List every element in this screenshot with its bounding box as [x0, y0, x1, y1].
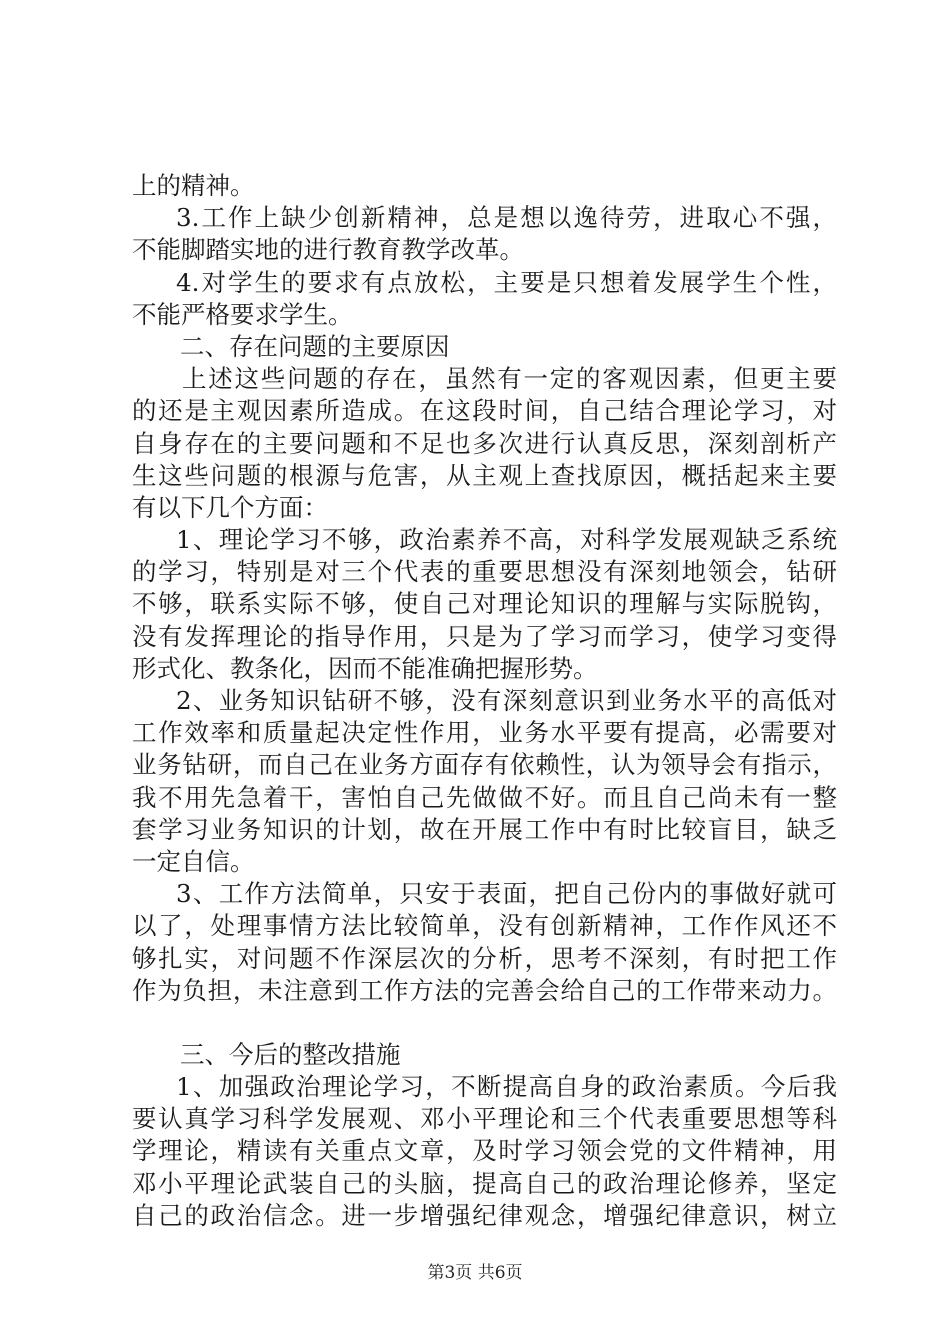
- text-line: 以了，处理事情方法比较简单，没有创新精神，工作作风还不: [132, 911, 837, 941]
- text-line: 三、今后的整改措施: [180, 1039, 401, 1069]
- text-line: 业务钻研，而自己在业务方面存有依赖性，认为领导会有指示，: [132, 750, 837, 780]
- text-line: 1、理论学习不够，政治素养不高，对科学发展观缺乏系统: [176, 525, 837, 555]
- text-line: 我不用先急着干，害怕自己先做做不好。而且自己尚未有一整: [132, 782, 837, 812]
- text-line: 作为负担，未注意到工作方法的完善会给自己的工作带来动力。: [132, 975, 837, 1005]
- text-line: 3.工作上缺少创新精神，总是想以逸待劳，进取心不强，: [176, 203, 837, 233]
- text-line: 不够，联系实际不够，使自己对理论知识的理解与实际脱钩，: [132, 589, 837, 619]
- text-line: 2、业务知识钻研不够，没有深刻意识到业务水平的高低对: [176, 686, 837, 715]
- text-line: 自身存在的主要问题和不足也多次进行认真反思，深刻剖析产: [132, 428, 837, 458]
- text-line: 不能严格要求学生。: [132, 299, 353, 329]
- text-line: 生这些问题的根源与危害，从主观上查找原因，概括起来主要: [132, 460, 837, 490]
- text-line: 形式化、教条化，因而不能准确把握形势。: [132, 653, 598, 683]
- text-line: 要认真学习科学发展观、邓小平理论和三个代表重要思想等科: [132, 1104, 837, 1134]
- text-line: 有以下几个方面：: [132, 492, 328, 522]
- text-line: 邓小平理论武装自己的头脑，提高自己的政治理论修养，坚定: [132, 1168, 837, 1198]
- page-number-label: 第3页 共6页: [427, 1263, 523, 1283]
- text-line: 二、存在问题的主要原因: [180, 331, 450, 361]
- text-line: 没有发挥理论的指导作用，只是为了学习而学习，使学习变得: [132, 621, 837, 651]
- paragraph-gap: [132, 1007, 837, 1039]
- page-footer: [0, 1262, 950, 1284]
- text-line: 4.对学生的要求有点放松，主要是只想着发展学生个性，: [176, 267, 837, 297]
- document-body: [132, 170, 837, 1232]
- text-line: 一定自信。: [132, 846, 255, 876]
- text-line: 1、加强政治理论学习，不断提高自身的政治素质。今后我: [176, 1072, 837, 1102]
- text-line: 的学习，特别是对三个代表的重要思想没有深刻地领会，钻研: [132, 557, 837, 587]
- text-line: 3、工作方法简单，只安于表面，把自己份内的事做好就可: [176, 879, 837, 909]
- text-line: 自己的政治信念。进一步增强纪律观念，增强纪律意识，树立: [132, 1200, 837, 1230]
- text-line: 不能脚踏实地的进行教育教学改革。: [132, 235, 524, 265]
- text-line: 学理论，精读有关重点文章，及时学习领会党的文件精神，用: [132, 1136, 837, 1166]
- text-line: 够扎实，对问题不作深层次的分析，思考不深刻，有时把工作: [132, 943, 837, 973]
- text-line: 套学习业务知识的计划，故在开展工作中有时比较盲目，缺乏: [132, 814, 837, 844]
- text-line: 工作效率和质量起决定性作用，业务水平要有提高，必需要对: [132, 718, 837, 748]
- text-line: 的还是主观因素所造成。在这段时间，自己结合理论学习，对: [132, 396, 837, 426]
- text-line: 上述这些问题的存在，虽然有一定的客观因素，但更主要: [182, 364, 837, 394]
- text-line: 上的精神。: [132, 171, 255, 200]
